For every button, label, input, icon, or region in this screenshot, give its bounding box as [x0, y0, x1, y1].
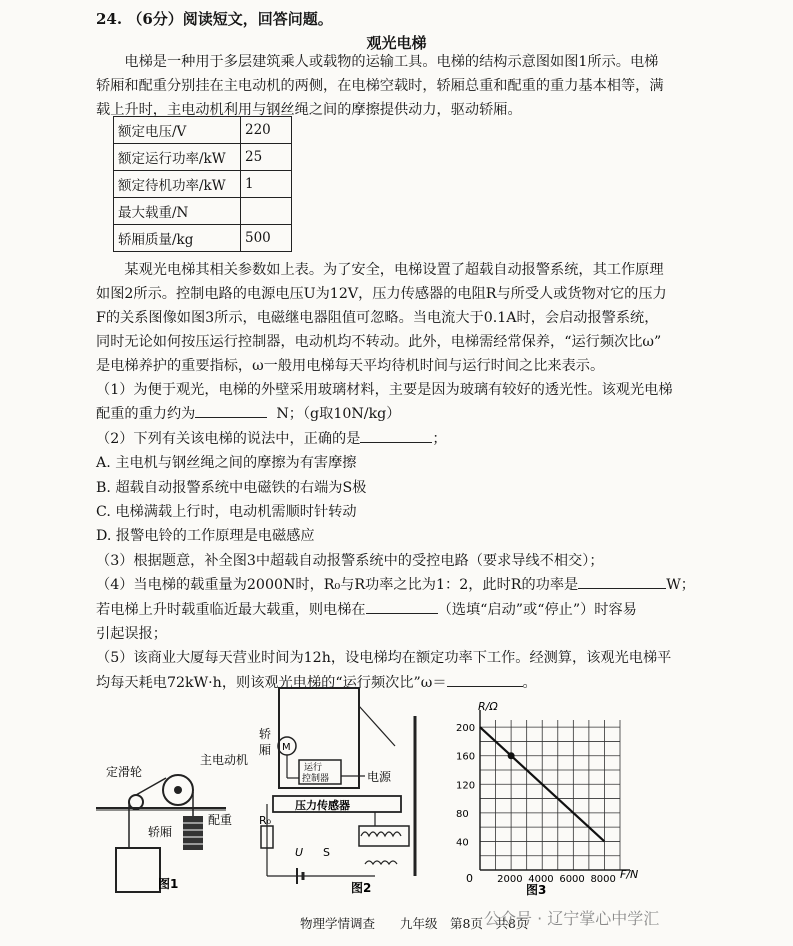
option-c: C. 电梯满载上行时，电动机需顺时针转动	[96, 504, 357, 521]
q4-text-3: （选填“启动”或“停止”）时容易	[437, 601, 637, 618]
question-instruction: （6分）阅读短文，回答问题。	[127, 10, 333, 28]
y-tick-label: 200	[456, 723, 476, 735]
label-counterweight: 配重	[208, 813, 233, 827]
intro-line: 电梯是一种用于多层建筑乘人或载物的运输工具。电梯的结构示意图如图1所示。电梯	[124, 54, 659, 70]
label-car-vertical-1: 轿	[259, 727, 272, 741]
q4-line-2	[96, 598, 686, 622]
param-value	[241, 198, 292, 225]
page-footer: 物理学情调查 九年级 第8页 共8页	[300, 916, 529, 931]
figure1-elevator-structure	[96, 730, 276, 900]
q2-line	[96, 427, 686, 451]
body-line: 是电梯养护的重要指标，ω一般用电梯每天平均待机时间与运行时间之比来表示。	[96, 358, 605, 374]
r0-label: R₀	[259, 814, 272, 827]
article-title: 观光电梯	[366, 34, 427, 52]
answer-blank[interactable]	[578, 574, 666, 589]
body-line: 某观光电梯其相关参数如上表。为了安全，电梯设置了超载自动报警系统，其工作原理	[124, 262, 664, 278]
param-value: 1	[241, 171, 292, 198]
x-tick-label: 2000	[497, 874, 523, 885]
data-point	[508, 752, 515, 759]
u-label: U	[295, 846, 304, 859]
controller-label: 运行	[304, 763, 323, 773]
table-row	[114, 144, 292, 171]
answer-blank[interactable]	[366, 599, 438, 614]
figure2-caption: 图2	[351, 881, 372, 895]
table-row	[114, 225, 292, 252]
body-line: 如图2所示。控制电路的电源电压U为12V，压力传感器的电阻R与所受人或货物对它的压力	[96, 286, 667, 302]
y-tick-label: 40	[456, 837, 469, 849]
question-number: 24.	[96, 10, 123, 28]
y-tick-label: 120	[456, 780, 476, 792]
electromagnet	[359, 826, 409, 846]
option-d: D. 报警电铃的工作原理是电磁感应	[96, 528, 315, 545]
y-tick-label: 80	[456, 808, 469, 820]
q2-text: （2）下列有关该电梯的说法中，正确的是	[96, 430, 361, 447]
q2-end: ；	[432, 430, 447, 447]
figure1-caption: 图1	[158, 877, 179, 891]
watermark: 公众号 · 辽宁掌心中学汇	[484, 909, 660, 928]
param-value: 220	[241, 117, 292, 144]
q5-text: 均每天耗电72kW·h，则该观光电梯的“运行频次比”ω＝	[96, 674, 447, 691]
label-car: 轿厢	[148, 825, 173, 839]
answer-blank[interactable]	[447, 672, 523, 687]
param-label: 额定待机功率/kW	[114, 171, 241, 198]
q4-text-2: 若电梯上升时载重临近最大载重，则电梯在	[96, 601, 366, 618]
chart-grid	[480, 720, 620, 870]
counterweight-block	[183, 816, 203, 850]
s-label: S	[323, 846, 330, 859]
x-tick-label: 4000	[528, 874, 554, 885]
table-row	[114, 198, 292, 225]
figure2-alarm-circuit	[255, 686, 445, 900]
sensor-label: 压力传感器	[295, 799, 350, 812]
fixed-pulley	[129, 795, 143, 809]
q3-line: （3）根据题意，补全图3中超载自动报警系统中的受控电路（要求导线不相交）；	[96, 552, 604, 569]
q1-unit: N；（g取10N/kg）	[276, 406, 401, 423]
parameter-table	[113, 116, 292, 252]
x-tick-label: 8000	[590, 874, 616, 885]
param-value: 25	[241, 144, 292, 171]
subquestions	[96, 378, 695, 695]
q1-text: 配重的重力约为	[96, 406, 196, 423]
answer-blank[interactable]	[195, 403, 267, 418]
label-car-vertical-2: 厢	[259, 743, 272, 757]
intro-line: 载上升时，主电动机利用与钢丝绳之间的摩擦提供动力，驱动轿厢。	[96, 102, 522, 118]
param-label: 轿厢质量/kg	[114, 225, 241, 252]
origin-label: 0	[466, 872, 473, 885]
body-line: 同时无论如何按压运行控制器，电动机均不转动。此外，电梯需经常保养，“运行频次比ω”	[96, 334, 662, 350]
table-row	[114, 171, 292, 198]
q4-unit: W；	[666, 577, 695, 594]
q4-line-3: 引起误报；	[96, 626, 167, 643]
param-label: 额定运行功率/kW	[114, 144, 241, 171]
x-axis-label: F/N	[620, 868, 639, 881]
power-label: 电源	[367, 770, 392, 784]
table-row	[114, 117, 292, 144]
param-value: 500	[241, 225, 292, 252]
q4-line	[96, 573, 695, 597]
intro-paragraph	[96, 50, 686, 122]
figure3-chart	[440, 700, 645, 900]
x-tick-label: 6000	[559, 874, 585, 885]
option-a: A. 主电机与钢丝绳之间的摩擦为有害摩擦	[96, 455, 357, 472]
param-label: 额定电压/V	[114, 117, 241, 144]
car-box	[116, 848, 160, 892]
answer-blank[interactable]	[360, 428, 432, 443]
controller-label-2: 控制器	[302, 774, 330, 784]
q1-line: （1）为便于观光，电梯的外壁采用玻璃材料，主要是因为玻璃有较好的透光性。该观光电梯	[96, 382, 673, 398]
label-motor: 主电动机	[200, 753, 249, 767]
q1-answer-line	[96, 402, 686, 426]
label-pulley: 定滑轮	[106, 765, 143, 779]
motor-label: M	[282, 742, 291, 753]
body-line: F的关系图像如图3所示，电磁继电器阻值可忽略。当电流大于0.1A时，会启动报警系统，	[96, 310, 659, 326]
y-axis-label: R/Ω	[478, 700, 498, 713]
q5-line: （5）该商业大厦每天营业时间为12h，设电梯均在额定功率下工作。经测算，该观光电梯平	[96, 650, 672, 667]
q4-text: （4）当电梯的载重量为2000N时，R₀与R功率之比为1：2，此时R的功率是	[96, 577, 579, 594]
intro-line: 轿厢和配重分别挂在主电动机的两侧，在电梯空载时，轿厢总重和配重的重力基本相等，满	[96, 78, 664, 94]
q5-end: 。	[522, 674, 537, 691]
body-paragraph	[96, 258, 686, 378]
y-tick-label: 160	[456, 751, 476, 763]
option-b: B. 超载自动报警系统中电磁铁的右端为S极	[96, 479, 367, 496]
figure3-caption: 图3	[526, 883, 547, 897]
question-header	[96, 8, 333, 29]
param-label: 最大载重/N	[114, 198, 241, 225]
